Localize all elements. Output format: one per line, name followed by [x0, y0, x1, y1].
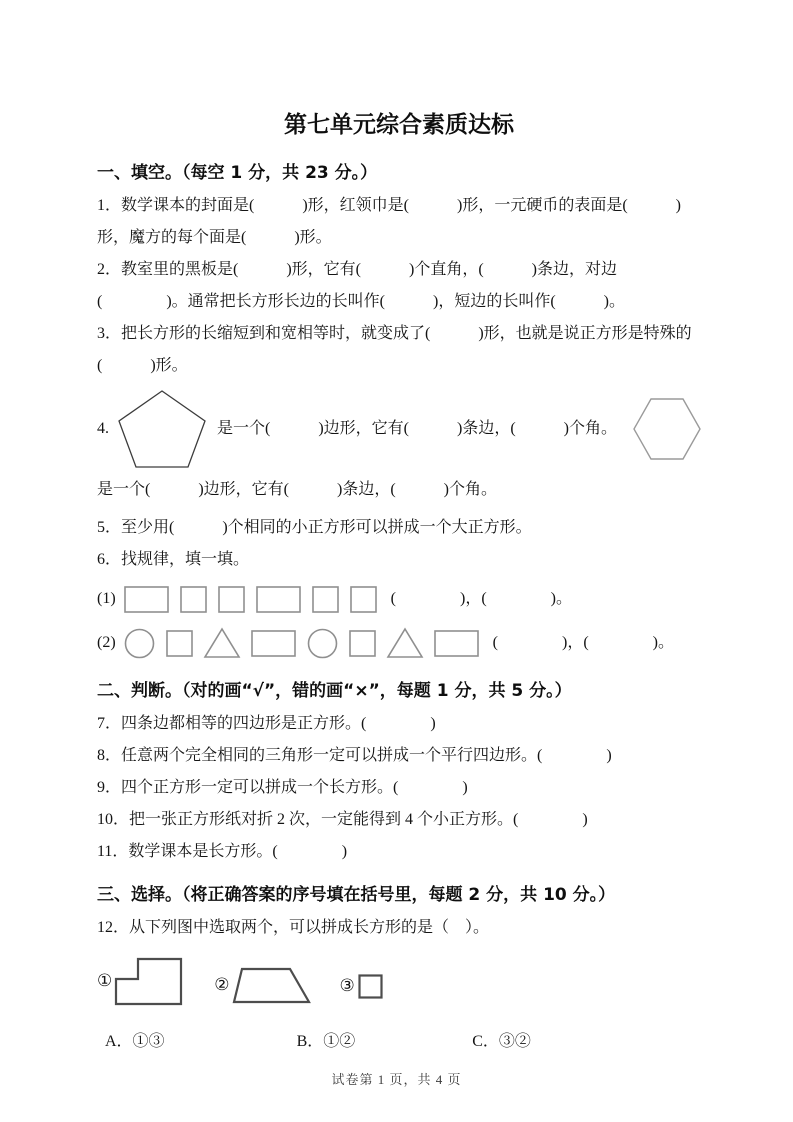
square-shape [349, 630, 376, 657]
question-2-line-1: 2．教室里的黑板是( )形，它有( )个直角，( )条边，对边 [97, 261, 617, 278]
pentagon-shape [117, 389, 207, 469]
circle-shape [124, 628, 155, 659]
hexagon-shape [633, 398, 701, 460]
question-4-line-2: 是一个( )边形，它有( )条边，( )个角。 [97, 481, 497, 498]
section-3-heading: 三、选择。（将正确答案的序号填在括号里，每题 2 分，共 10 分。） [97, 885, 616, 905]
question-7: 7．四条边都相等的四边形是正方形。( ) [97, 715, 436, 732]
question-1-line-1: 1．数学课本的封面是( )形，红领巾是( )形，一元硬币的表面是( ) [97, 197, 681, 214]
figure-2-group [214, 968, 309, 1003]
question-5: 5．至少用( )个相同的小正方形可以拼成一个大正方形。 [97, 519, 532, 536]
square-shape [180, 586, 207, 613]
rectangle-shape [434, 630, 479, 657]
question-10: 10．把一张正方形纸对折 2 次，一定能得到 4 个小正方形。( ) [97, 811, 588, 828]
square-shape [312, 586, 339, 613]
figure-3-label: ③ [339, 976, 355, 995]
pattern-row-1-label: (1) [97, 590, 116, 607]
triangle-shape [204, 628, 240, 658]
figure-1-label: ① [97, 971, 113, 990]
option-b: B．①② [296, 1033, 356, 1050]
question-6: 6．找规律，填一填。 [97, 551, 250, 568]
figure-2-label: ② [214, 975, 230, 994]
page-title: 第七单元综合素质达标 [284, 112, 514, 138]
figure-1-group [97, 958, 182, 1005]
rectangle-shape [124, 586, 169, 613]
option-a: A．①③ [105, 1033, 165, 1050]
rectangle-shape [251, 630, 296, 657]
question-12-figure-row [97, 948, 701, 1014]
pattern-row-1-blanks: ( )，( )。 [390, 590, 572, 607]
page-footer: 试卷第 1 页，共 4 页 [331, 1072, 462, 1087]
square-shape [218, 586, 245, 613]
pattern-row-2-shapes [124, 628, 479, 659]
pattern-row-2-blanks: ( )，( )。 [492, 634, 674, 651]
option-c: C．③② [472, 1033, 531, 1050]
question-4-number: 4. [97, 420, 109, 437]
question-12: 12．从下列图中选取两个，可以拼成长方形的是（ ）。 [97, 919, 490, 936]
question-4-row [97, 386, 701, 472]
section-2-heading: 二、判断。（对的画“√”，错的画“×”，每题 1 分，共 5 分。） [97, 681, 572, 701]
right-trapezoid-shape [233, 968, 310, 1003]
question-3-line-1: 3．把长方形的长缩短到和宽相等时，就变成了( )形，也就是说正方形是特殊的 [97, 325, 692, 342]
section-1-heading: 一、填空。（每空 1 分，共 23 分。） [97, 163, 378, 183]
pattern-row-2-label: (2) [97, 634, 116, 651]
paper-content [97, 108, 701, 1058]
question-8: 8．任意两个完全相同的三角形一定可以拼成一个平行四边形。( ) [97, 747, 612, 764]
small-square-shape [358, 974, 383, 999]
circle-shape [307, 628, 338, 659]
question-12-options [97, 1026, 701, 1058]
question-6-pattern-row-1 [97, 578, 701, 620]
square-shape [350, 586, 377, 613]
question-9: 9．四个正方形一定可以拼成一个长方形。( ) [97, 779, 468, 796]
square-shape [166, 630, 193, 657]
l-shape [115, 958, 182, 1005]
rectangle-shape [256, 586, 301, 613]
question-4-line-1: 是一个( )边形，它有( )条边，( )个角。 [217, 420, 617, 437]
question-2-line-2: ( )。通常把长方形长边的长叫作( )，短边的长叫作( )。 [97, 293, 625, 310]
figure-3-group [340, 970, 383, 1002]
question-1-line-2: 形，魔方的每个面是( )形。 [97, 229, 332, 246]
triangle-shape [387, 628, 423, 658]
question-11: 11．数学课本是长方形。( ) [97, 843, 348, 860]
question-3-line-2: ( )形。 [97, 357, 188, 374]
pattern-row-1-shapes [124, 586, 377, 613]
question-6-pattern-row-2 [97, 622, 701, 664]
